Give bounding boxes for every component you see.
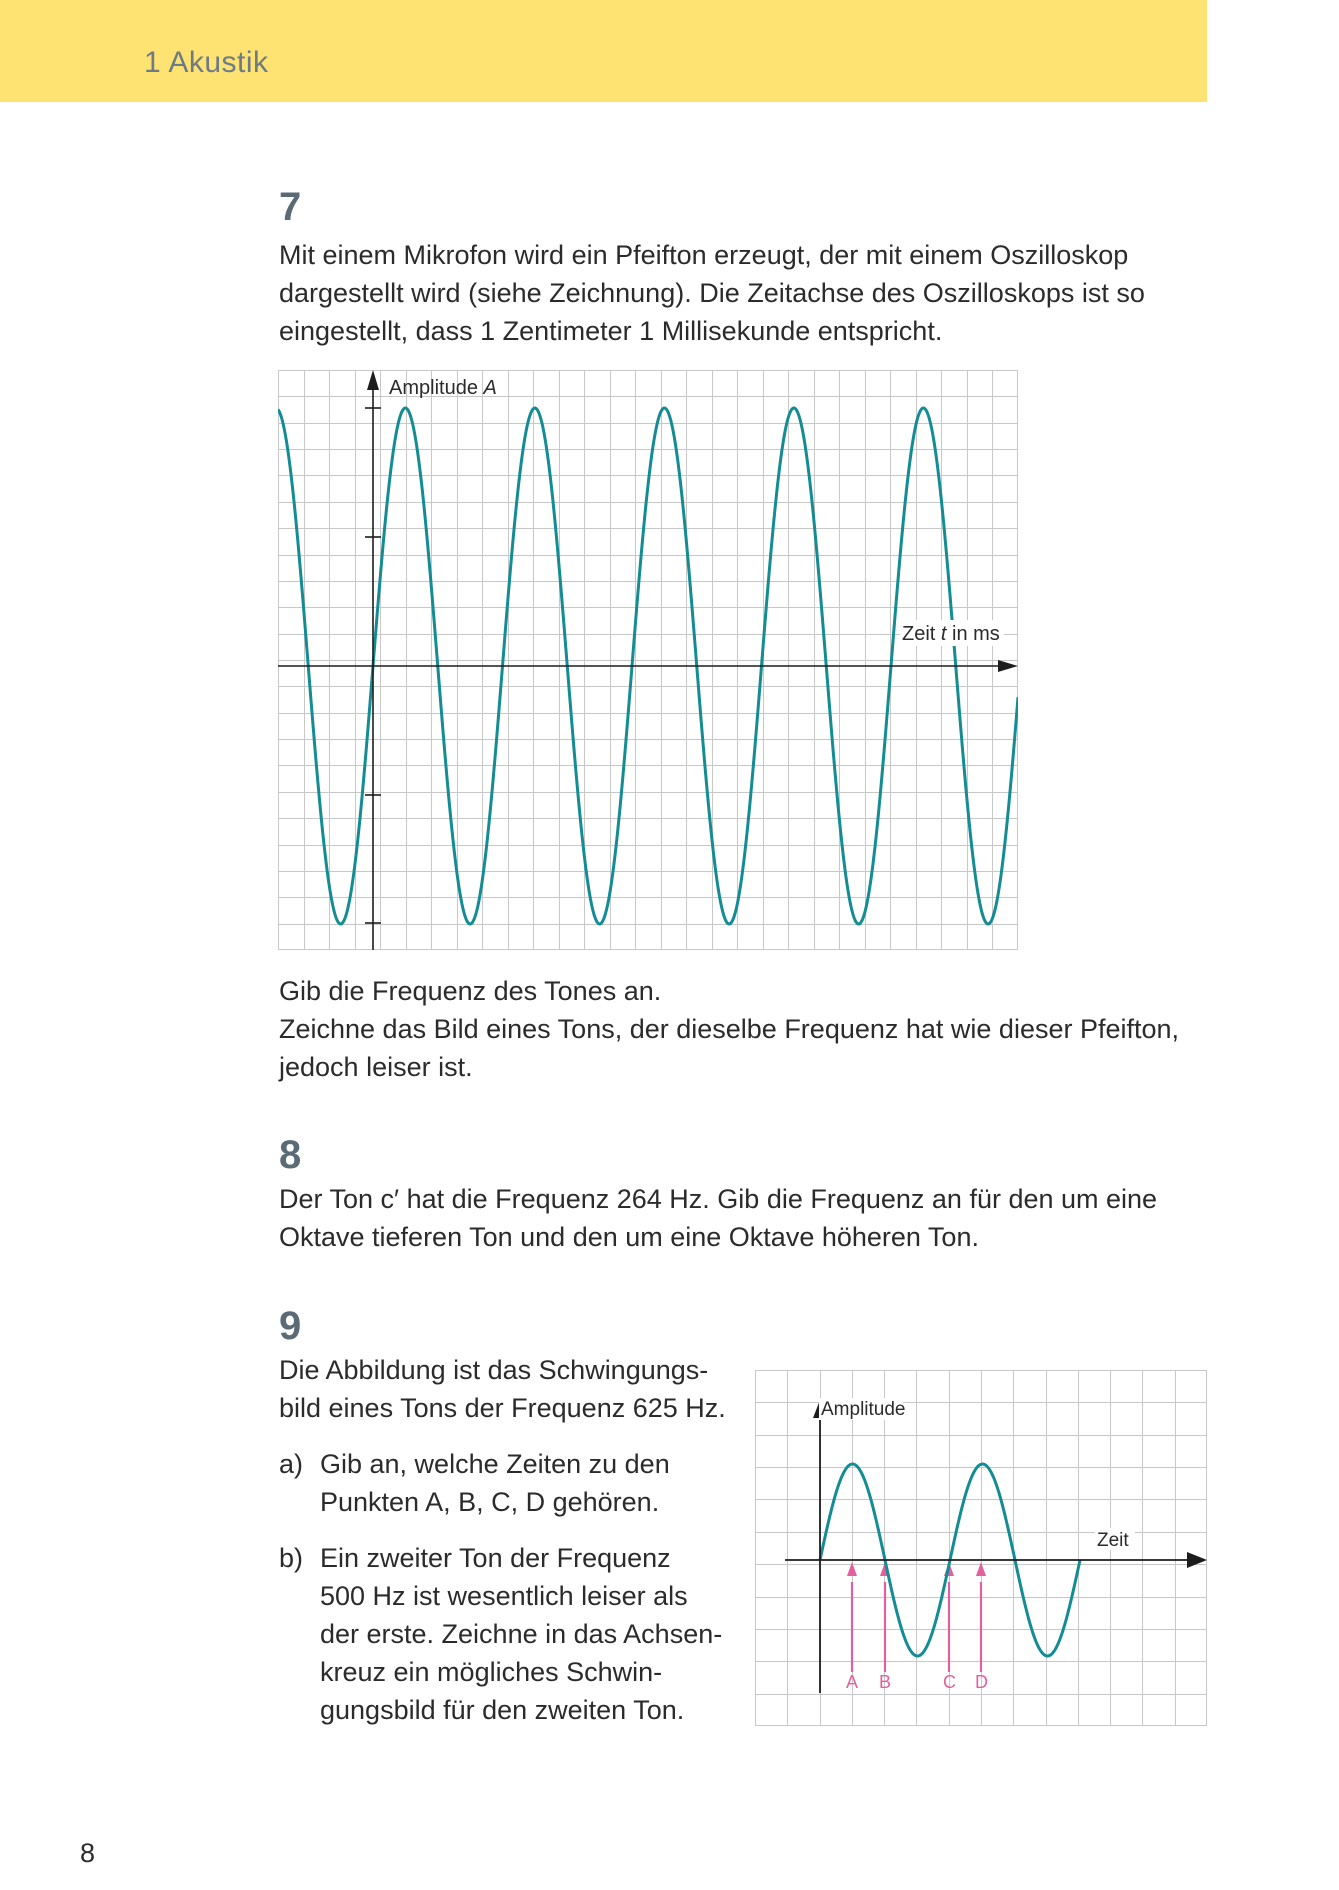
- oscillation-chart: [755, 1370, 1207, 1726]
- x-axis-arrow: [1187, 1552, 1207, 1568]
- task-7-question-line: Gib die Frequenz des Tones an.: [279, 976, 662, 1006]
- subtask-letter: b): [279, 1543, 304, 1573]
- task-9-number: 9: [279, 1304, 302, 1348]
- subtask-line: gungsbild für den zweiten Ton.: [320, 1695, 685, 1725]
- task-7-number: 7: [279, 185, 302, 229]
- task-7-intro-line: Mit einem Mikrofon wird ein Pfeifton erzeugt, der mit einem Oszilloskop: [279, 240, 1129, 270]
- subtask-line: der erste. Zeichne in das Achsen-: [320, 1619, 723, 1649]
- x-axis-label-post: in ms: [946, 623, 1000, 645]
- oscilloscope-x-axis-label: [902, 623, 1000, 645]
- oscillation-figure: [755, 1370, 1207, 1726]
- x-axis-label-pre: Zeit: [902, 623, 941, 645]
- oscilloscope-figure: [278, 370, 1018, 950]
- subtask-line: 500 Hz ist wesentlich leiser als: [320, 1581, 688, 1611]
- subtask-line: Gib an, welche Zeiten zu den: [320, 1449, 670, 1479]
- oscilloscope-grid: [278, 370, 1018, 950]
- task-8-number: 8: [279, 1133, 302, 1177]
- point-label-b: B: [879, 1672, 892, 1692]
- task-9-subtasks: [279, 1445, 739, 1747]
- task-9-subtask-b: [279, 1539, 739, 1729]
- task-7-question-line: jedoch leiser ist.: [279, 1052, 473, 1082]
- point-label-c: C: [943, 1672, 956, 1692]
- oscilloscope-chart: [278, 370, 1018, 950]
- y-axis-arrow: [367, 370, 379, 390]
- subtask-line: Punkten A, B, C, D gehören.: [320, 1487, 660, 1517]
- subtask-line: kreuz ein mögliches Schwin-: [320, 1657, 663, 1687]
- subtask-letter: a): [279, 1449, 304, 1479]
- task-7-intro-line: eingestellt, dass 1 Zentimeter 1 Millisekunde entspricht.: [279, 316, 943, 346]
- y-axis-label-var: A: [483, 377, 497, 399]
- task-9-intro-line: Die Abbildung ist das Schwingungs-: [279, 1355, 709, 1385]
- task-7-intro: [279, 236, 1219, 350]
- task-9-intro: [279, 1351, 749, 1427]
- oscilloscope-y-axis-label: [389, 377, 497, 399]
- task-7-questions: [279, 972, 1219, 1086]
- chapter-title: 1 Akustik: [144, 46, 269, 79]
- x-axis-arrow: [998, 660, 1018, 672]
- point-label-a: A: [846, 1672, 859, 1692]
- page-number: 8: [80, 1838, 96, 1868]
- oscillation-x-axis-label: Zeit: [1097, 1530, 1129, 1551]
- x-axis-label-var: t: [940, 623, 947, 645]
- task-8-line: Der Ton c′ hat die Frequenz 264 Hz. Gib die Frequenz an für den um eine: [279, 1184, 1158, 1214]
- task-8-line: Oktave tieferen Ton und den um eine Oktave höheren Ton.: [279, 1222, 979, 1252]
- task-7-intro-line: dargestellt wird (siehe Zeichnung). Die Zeitachse des Oszilloskops ist so: [279, 278, 1145, 308]
- oscillation-axes: [785, 1400, 1207, 1693]
- task-9-intro-line: bild eines Tons der Frequenz 625 Hz.: [279, 1393, 726, 1423]
- oscillation-y-axis-label: Amplitude: [821, 1399, 906, 1420]
- subtask-line: Ein zweiter Ton der Frequenz: [320, 1543, 671, 1573]
- y-axis-label-text: Amplitude: [389, 377, 484, 399]
- task-9-subtask-a: [279, 1445, 739, 1521]
- point-label-d: D: [975, 1672, 988, 1692]
- task-7-question-line: Zeichne das Bild eines Tons, der dieselbe Frequenz hat wie dieser Pfeifton,: [279, 1014, 1180, 1044]
- task-8-text: [279, 1180, 1219, 1256]
